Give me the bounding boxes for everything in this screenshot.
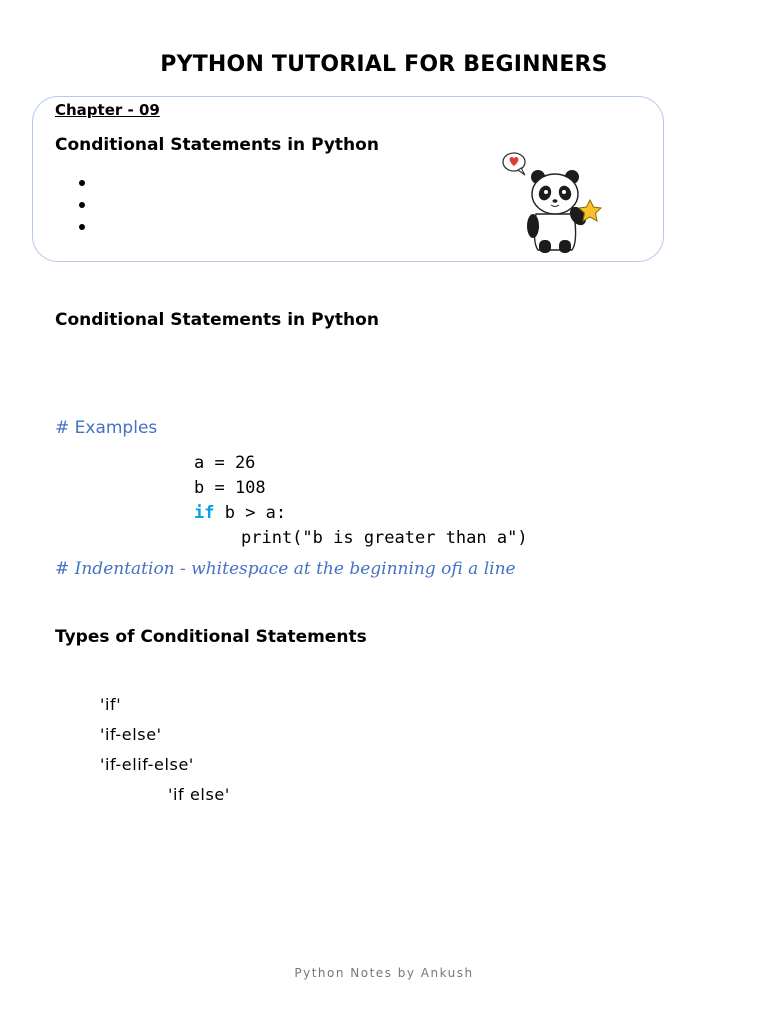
code-example [194,451,528,551]
page-footer: Python Notes by Ankush [294,966,474,980]
heart-bubble-icon [503,153,525,175]
section-heading: Conditional Statements in Python [55,310,379,330]
code-line: print("b is greater than a") [241,528,528,548]
examples-heading: # Examples [55,418,158,438]
indentation-note: # Indentation - whitespace at the beginning ofi a line [55,559,516,579]
code-line: b = 108 [194,478,266,498]
code-keyword: if [194,503,215,523]
type-item: 'if else' [168,785,230,804]
conditional-types-list [100,690,230,810]
code-text: b > a: [214,503,287,523]
code-line: a = 26 [194,453,256,473]
type-item: 'if-else' [100,725,162,744]
page-title: PYTHON TUTORIAL FOR BEGINNERS [160,52,608,77]
panda-mascot-icon [498,150,608,256]
code-line [194,501,528,526]
type-item: 'if-elif-else' [100,755,194,774]
types-heading: Types of Conditional Statements [55,627,367,647]
chapter-topic: Conditional Statements in Python [55,135,379,155]
type-item: 'if' [100,695,122,714]
chapter-label: Chapter - 09 [55,101,160,119]
